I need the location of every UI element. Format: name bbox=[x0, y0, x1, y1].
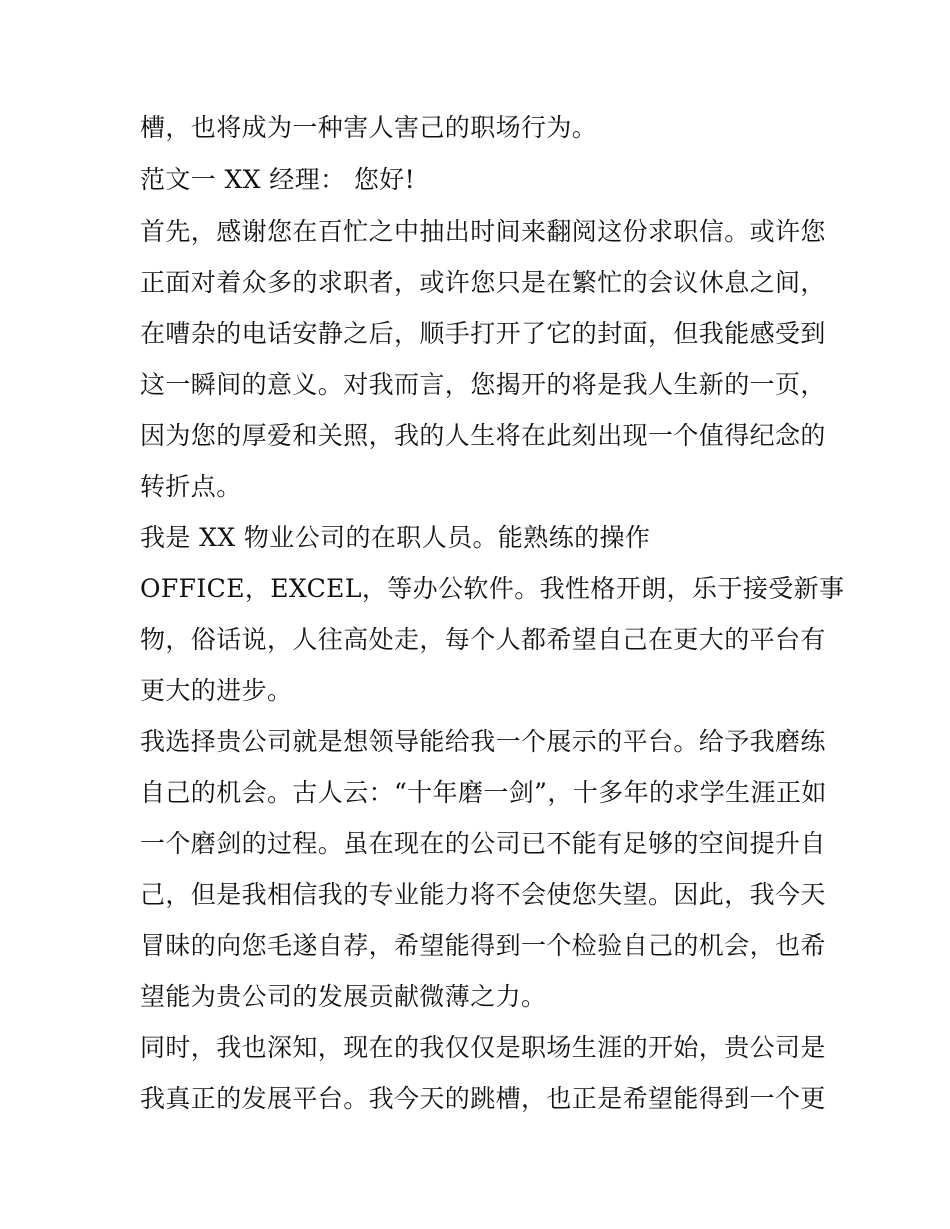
text-line: 冒昧的向您毛遂自荐，希望能得到一个检验自己的机会，也希 bbox=[140, 931, 826, 960]
text-line: 己，但是我相信我的专业能力将不会使您失望。因此，我今天 bbox=[140, 880, 826, 909]
text-line: 我是 XX 物业公司的在职人员。能熟练的操作 bbox=[140, 523, 651, 552]
text-line: 物，俗话说，人往高处走，每个人都希望自己在更大的平台有 bbox=[140, 625, 826, 654]
text-line: 首先，感谢您在百忙之中抽出时间来翻阅这份求职信。或许您 bbox=[140, 217, 826, 246]
text-line: 因为您的厚爱和关照，我的人生将在此刻出现一个值得纪念的 bbox=[140, 421, 826, 450]
text-line: 正面对着众多的求职者，或许您只是在繁忙的会议休息之间， bbox=[140, 268, 826, 297]
text-line: 我选择贵公司就是想领导能给我一个展示的平台。给予我磨练 bbox=[140, 727, 826, 756]
text-line: 我真正的发展平台。我今天的跳槽，也正是希望能得到一个更 bbox=[140, 1084, 826, 1113]
text-line: 更大的进步。 bbox=[140, 676, 293, 705]
text-line: 自己的机会。古人云：“十年磨一剑”，十多年的求学生涯正如 bbox=[140, 778, 827, 807]
text-line: 在嘈杂的电话安静之后，顺手打开了它的封面，但我能感受到 bbox=[140, 319, 826, 348]
text-line: 这一瞬间的意义。对我而言，您揭开的将是我人生新的一页， bbox=[140, 370, 826, 399]
text-line: 槽，也将成为一种害人害己的职场行为。 bbox=[140, 113, 598, 142]
text-line: 范文一 XX 经理： 您好! bbox=[140, 165, 416, 194]
text-line: 转折点。 bbox=[140, 472, 242, 501]
text-line: 望能为贵公司的发展贡献微薄之力。 bbox=[140, 982, 547, 1011]
text-line: OFFICE，EXCEL，等办公软件。我性格开朗，乐于接受新事 bbox=[140, 574, 845, 603]
text-line: 一个磨剑的过程。虽在现在的公司已不能有足够的空间提升自 bbox=[140, 829, 826, 858]
text-line: 同时，我也深知，现在的我仅仅是职场生涯的开始，贵公司是 bbox=[140, 1033, 826, 1062]
